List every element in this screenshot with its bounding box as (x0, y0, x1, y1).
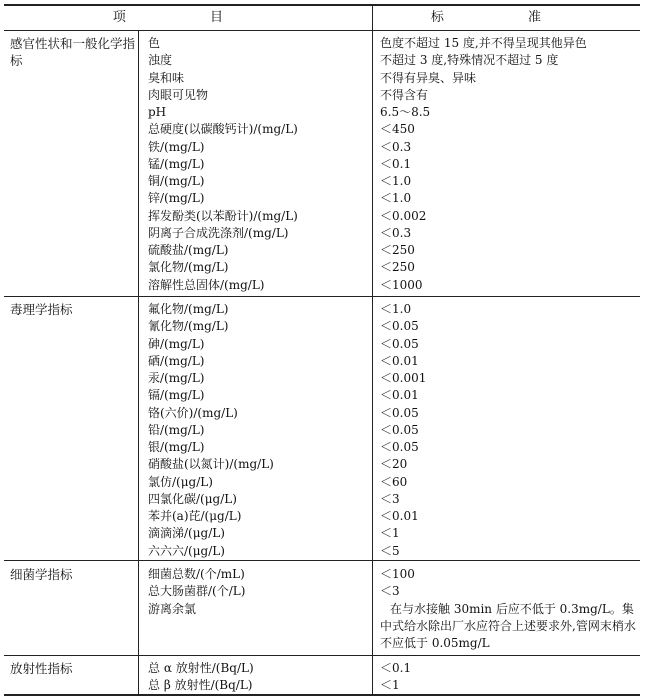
item-name: 总硬度(以碳酸钙计)/(mg/L) (148, 122, 298, 137)
category-bacteriology: 细菌学指标 (10, 567, 73, 582)
standard-value: ＜0.05 (380, 336, 419, 351)
item-name: 苯并(a)芘/(μg/L) (148, 509, 242, 523)
category-sensory-chemical: 感官性状和一般化学指标 (10, 36, 136, 68)
item-name: pH (148, 105, 167, 119)
standard-value: ＜0.3 (380, 225, 412, 240)
items-group-3 (148, 566, 368, 618)
standard-value: ＜450 (380, 122, 415, 137)
category-divider (138, 30, 139, 696)
item-name: 溶解性总固体/(mg/L) (148, 277, 265, 292)
item-name: 铁/(mg/L) (148, 139, 205, 154)
standard-value: ＜1 (380, 526, 400, 541)
item-name: 六六六/(μg/L) (148, 543, 225, 558)
standard-value: 6.5～8.5 (380, 105, 431, 119)
item-name: 四氯化碳/(μg/L) (148, 491, 237, 506)
header-standard: 标 准 (430, 10, 582, 25)
standard-value: ＜0.05 (380, 422, 419, 437)
standard-value: ＜0.01 (380, 388, 419, 403)
standard-value: ＜1 (380, 678, 400, 693)
item-name: 氯化物/(mg/L) (148, 260, 229, 275)
standard-value: ＜0.05 (380, 319, 419, 334)
standard-value: ＜100 (380, 567, 415, 581)
item-name: 锌/(mg/L) (148, 191, 205, 206)
standard-value: 不得有异臭、异味 (380, 70, 477, 85)
standard-value: ＜0.1 (380, 156, 412, 171)
standard-column-divider (372, 4, 373, 696)
standard-value: ＜5 (380, 543, 400, 558)
standard-value: 不得含有 (380, 87, 429, 102)
item-name: 铬(六价)/(mg/L) (148, 405, 238, 420)
item-name: 锰/(mg/L) (148, 156, 205, 171)
item-name: 游离余氯 (148, 601, 197, 616)
standard-value: ＜1.0 (380, 302, 412, 316)
group-divider-3 (4, 655, 640, 656)
items-group-2 (148, 301, 368, 560)
standard-value: ＜3 (380, 584, 400, 599)
standards-group-3 (380, 566, 636, 652)
standard-value: ＜1.0 (380, 191, 412, 206)
item-name: 银/(mg/L) (148, 440, 205, 454)
item-name: 铅/(mg/L) (148, 422, 205, 437)
item-name: 色 (148, 36, 161, 50)
standard-value: ＜0.002 (380, 208, 427, 223)
item-name: 汞/(mg/L) (148, 371, 205, 385)
standard-value: ＜1.0 (380, 174, 412, 188)
standard-value: ＜250 (380, 243, 415, 257)
items-group-1 (148, 35, 368, 294)
item-name: 细菌总数/(个/mL) (148, 567, 245, 581)
item-name: 氟化物/(mg/L) (148, 302, 229, 316)
standard-value: ＜0.05 (380, 440, 419, 454)
standard-value: ＜0.3 (380, 139, 412, 154)
item-name: 氯仿/(μg/L) (148, 474, 213, 489)
standard-value: ＜0.01 (380, 509, 419, 523)
residual-chlorine-note: 在与水接触 30min 后应不低于 0.3mg/L。集中式给水除出厂水应符合上述要求外,管网末梢水不应低于 0.05mg/L (380, 601, 636, 650)
items-group-4 (148, 660, 368, 695)
standard-value: ＜0.1 (380, 661, 412, 675)
standard-value: ＜0.05 (380, 405, 419, 420)
standard-value: ＜60 (380, 474, 408, 489)
drinking-water-standards-table (4, 4, 640, 696)
standard-value: ＜0.01 (380, 353, 419, 368)
item-name: 硝酸盐(以氮计)/(mg/L) (148, 457, 274, 472)
item-name: 镉/(mg/L) (148, 388, 205, 403)
category-radioactivity: 放射性指标 (10, 661, 73, 676)
item-name: 总 β 放射性/(Bq/L) (148, 678, 253, 693)
standard-value: 不超过 3 度,特殊情况不超过 5 度 (380, 53, 559, 68)
standard-value: ＜250 (380, 260, 415, 275)
standards-group-4 (380, 660, 636, 695)
standards-group-2 (380, 301, 636, 560)
header-divider (4, 30, 640, 31)
item-name: 氰化物/(mg/L) (148, 319, 229, 334)
group-divider-1 (4, 296, 640, 297)
item-name: 肉眼可见物 (148, 87, 209, 102)
item-name: 砷/(mg/L) (148, 336, 205, 351)
item-name: 硫酸盐/(mg/L) (148, 243, 229, 257)
item-name: 铜/(mg/L) (148, 174, 205, 188)
standards-group-1 (380, 35, 636, 294)
item-name: 硒/(mg/L) (148, 353, 205, 368)
category-toxicology: 毒理学指标 (10, 302, 73, 317)
item-name: 滴滴涕/(μg/L) (148, 526, 225, 541)
item-name: 浊度 (148, 53, 173, 68)
item-name: 阴离子合成洗涤剂/(mg/L) (148, 225, 289, 240)
standard-value: ＜20 (380, 457, 408, 472)
group-divider-2 (4, 560, 640, 561)
standard-value: 色度不超过 15 度,并不得呈现其他异色 (380, 36, 587, 50)
item-name: 挥发酚类(以苯酚计)/(mg/L) (148, 208, 298, 223)
item-name: 总大肠菌群/(个/L) (148, 584, 246, 599)
standard-value: ＜0.001 (380, 371, 427, 385)
standard-value: ＜1000 (380, 277, 423, 292)
standard-value: ＜3 (380, 491, 400, 506)
item-name: 臭和味 (148, 70, 185, 85)
header-item: 项 目 (112, 10, 264, 25)
item-name: 总 α 放射性/(Bq/L) (148, 661, 254, 675)
